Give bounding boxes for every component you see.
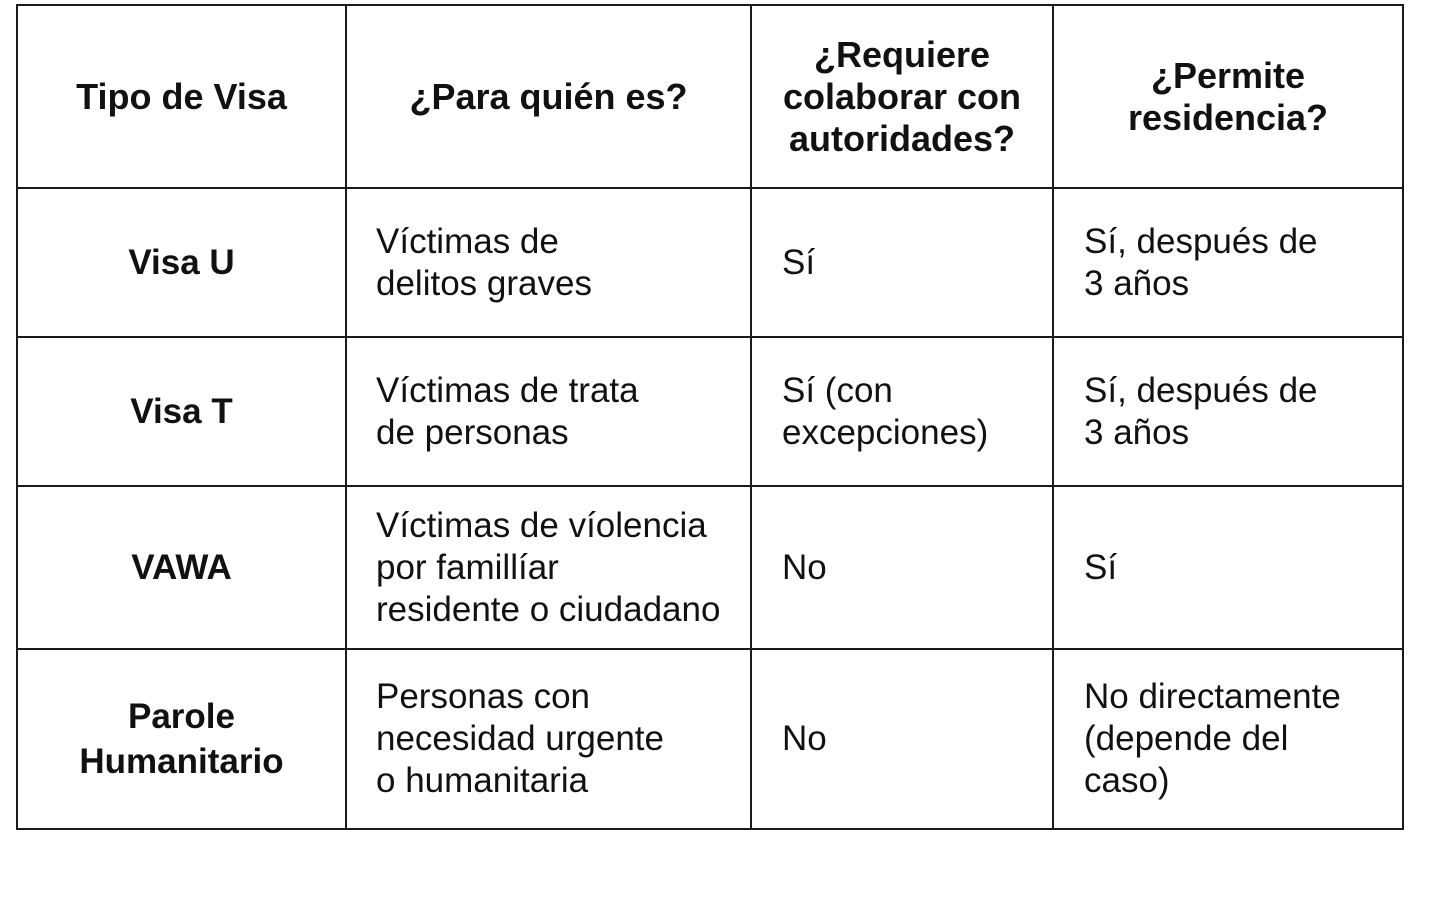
para-quien-cell: Víctimas de víolencia por famillíar residente o ciudadano	[346, 486, 751, 649]
residencia-cell: Sí, después de 3 años	[1053, 188, 1403, 337]
residencia-cell: Sí	[1053, 486, 1403, 649]
visa-type-cell: Parole Humanitario	[17, 649, 346, 829]
header-permite-residencia: ¿Permite residencia?	[1053, 5, 1403, 188]
colaborar-cell: No	[751, 486, 1053, 649]
residencia-cell: Sí, después de 3 años	[1053, 337, 1403, 486]
header-row	[17, 5, 1403, 188]
visa-type-cell: VAWA	[17, 486, 346, 649]
table-header	[17, 5, 1403, 188]
table-row	[17, 486, 1403, 649]
header-tipo-de-visa: Tipo de Visa	[17, 5, 346, 188]
visa-type-cell: Visa U	[17, 188, 346, 337]
para-quien-cell: Víctimas de delitos graves	[346, 188, 751, 337]
visa-comparison-table	[16, 4, 1404, 830]
header-requiere-colaborar: ¿Requiere colaborar con autoridades?	[751, 5, 1053, 188]
table-row	[17, 337, 1403, 486]
table-row	[17, 188, 1403, 337]
colaborar-cell: No	[751, 649, 1053, 829]
para-quien-cell: Personas con necesidad urgente o humanitaria	[346, 649, 751, 829]
table-body	[17, 188, 1403, 829]
table-row	[17, 649, 1403, 829]
para-quien-cell: Víctimas de trata de personas	[346, 337, 751, 486]
residencia-cell: No directamente (depende del caso)	[1053, 649, 1403, 829]
colaborar-cell: Sí (con excepciones)	[751, 337, 1053, 486]
colaborar-cell: Sí	[751, 188, 1053, 337]
header-para-quien: ¿Para quién es?	[346, 5, 751, 188]
visa-type-cell: Visa T	[17, 337, 346, 486]
